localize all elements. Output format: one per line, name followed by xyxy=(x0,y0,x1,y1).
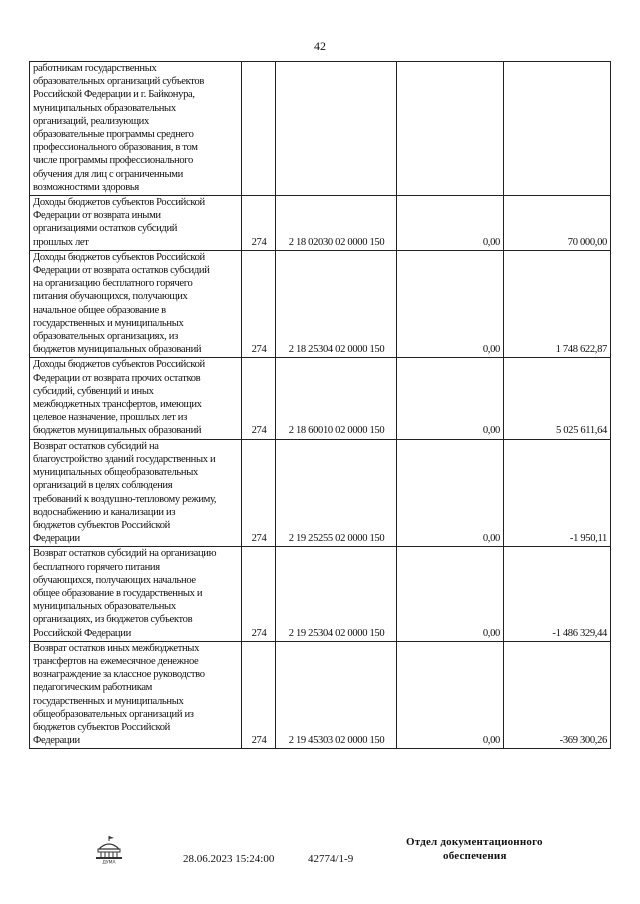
row-description: Доходы бюджетов субъектов Российской Федерации от возврата остатков субсидий на организацию бесплатного горячего питания обучающихся, получающих начальное общее образование в государственных и муниципальных образовательных организациях, из бюджетов муниципальных образований xyxy=(30,250,242,358)
page-number: 42 xyxy=(314,39,326,53)
row-admin-code: 274 xyxy=(242,196,276,251)
row-budget-code: 2 18 60010 02 0000 150 xyxy=(276,358,397,439)
row-admin-code xyxy=(242,62,276,196)
table-row xyxy=(30,439,611,547)
table-row xyxy=(30,250,611,358)
row-description: Доходы бюджетов субъектов Российской Федерации от возврата иными организациями остатков субсидий прошлых лет xyxy=(30,196,242,251)
table-row xyxy=(30,641,611,749)
duma-logo-icon xyxy=(92,834,126,864)
row-admin-code: 274 xyxy=(242,547,276,641)
budget-table xyxy=(29,61,611,749)
row-amount-executed: 1 748 622,87 xyxy=(504,250,611,358)
row-budget-code: 2 18 02030 02 0000 150 xyxy=(276,196,397,251)
row-description: Возврат остатков субсидий на благоустройство зданий государственных и муниципальных общеобразовательных организаций в целях соблюдения требований к воздушно-тепловому режиму, водоснабжению и канализации из бюджетов субъектов Российской Федерации xyxy=(30,439,242,547)
table-row xyxy=(30,358,611,439)
table-row xyxy=(30,62,611,196)
row-amount-approved: 0,00 xyxy=(397,641,504,749)
stamp-department-line1: Отдел документационного xyxy=(406,836,543,848)
table-row xyxy=(30,196,611,251)
row-amount-approved: 0,00 xyxy=(397,547,504,641)
footer-document-id: 42774/1-9 xyxy=(308,853,354,865)
row-amount-approved: 0,00 xyxy=(397,439,504,547)
row-description: работникам государственных образовательных организаций субъектов Российской Федерации и г. Байконура, муниципальных образовательных организаций, реализующих образовательные программы среднего профессионального образования, в том числе программы профессионального обучения для лиц с ограниченными возможностями здоровья xyxy=(30,62,242,196)
logo-text: ДУМА xyxy=(102,860,116,864)
row-budget-code: 2 19 45303 02 0000 150 xyxy=(276,641,397,749)
row-amount-approved: 0,00 xyxy=(397,196,504,251)
row-amount-executed: 70 000,00 xyxy=(504,196,611,251)
row-amount-executed: -1 486 329,44 xyxy=(504,547,611,641)
row-budget-code xyxy=(276,62,397,196)
footer-date: 28.06.2023 15:24:00 xyxy=(183,853,275,865)
row-amount-executed xyxy=(504,62,611,196)
row-description: Доходы бюджетов субъектов Российской Федерации от возврата прочих остатков субсидий, субвенций и иных межбюджетных трансфертов, имеющих целевое назначение, прошлых лет из бюджетов муниципальных образований xyxy=(30,358,242,439)
row-budget-code: 2 19 25304 02 0000 150 xyxy=(276,547,397,641)
row-admin-code: 274 xyxy=(242,439,276,547)
stamp-department-line2: обеспечения xyxy=(443,850,507,862)
row-admin-code: 274 xyxy=(242,641,276,749)
row-amount-approved: 0,00 xyxy=(397,250,504,358)
table-row xyxy=(30,547,611,641)
row-amount-approved: 0,00 xyxy=(397,358,504,439)
row-budget-code: 2 18 25304 02 0000 150 xyxy=(276,250,397,358)
row-description: Возврат остатков иных межбюджетных трансфертов на ежемесячное денежное вознаграждение за классное руководство педагогическим работникам государственных и муниципальных общеобразовательных организаций из бюджетов субъектов Российской Федерации xyxy=(30,641,242,749)
row-amount-approved xyxy=(397,62,504,196)
row-description: Возврат остатков субсидий на организацию бесплатного горячего питания обучающихся, получающих начальное общее образование в государственных и муниципальных образовательных организациях, из бюджетов субъектов Российской Федерации xyxy=(30,547,242,641)
row-admin-code: 274 xyxy=(242,250,276,358)
row-amount-executed: -369 300,26 xyxy=(504,641,611,749)
row-budget-code: 2 19 25255 02 0000 150 xyxy=(276,439,397,547)
row-amount-executed: 5 025 611,64 xyxy=(504,358,611,439)
row-admin-code: 274 xyxy=(242,358,276,439)
row-amount-executed: -1 950,11 xyxy=(504,439,611,547)
